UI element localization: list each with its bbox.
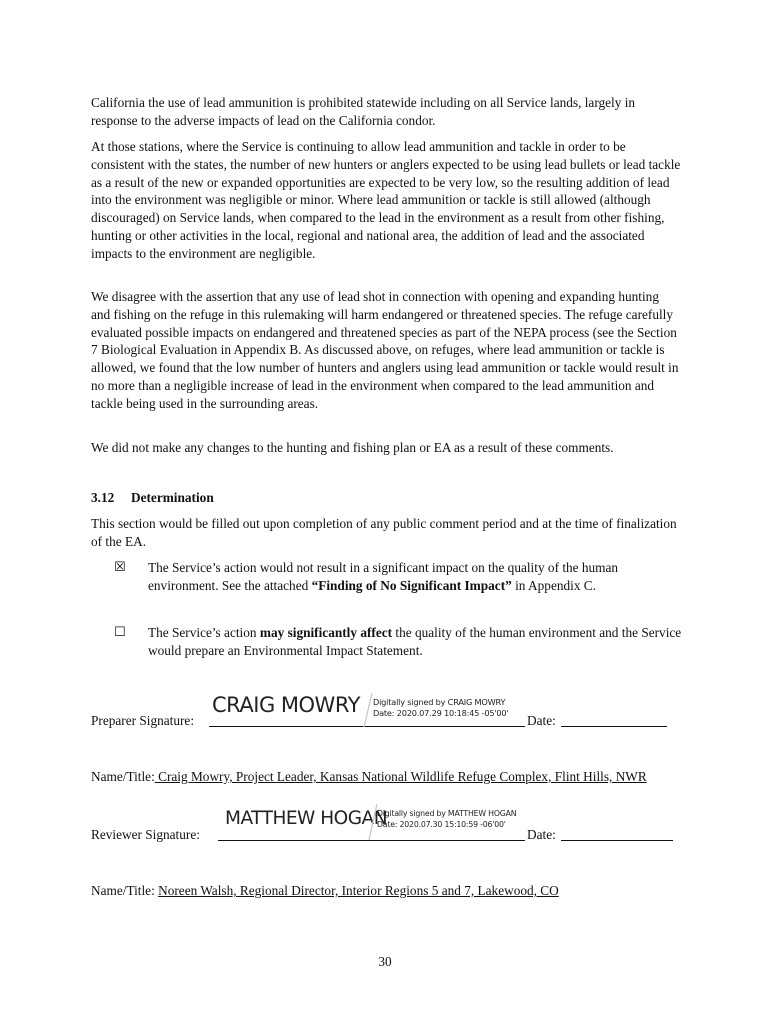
section-heading xyxy=(91,489,214,507)
preparer-name-title xyxy=(91,768,647,786)
reviewer-name-title-label: Name/Title: xyxy=(91,883,155,898)
section-number: 3.12 xyxy=(91,490,115,505)
section-title: Determination xyxy=(131,490,214,505)
reviewer-name-title-value: Noreen Walsh, Regional Director, Interior Regions 5 and 7, Lakewood, CO xyxy=(158,883,559,898)
preparer-signature-label: Preparer Signature: xyxy=(91,713,195,729)
reviewer-signature-row xyxy=(91,808,691,844)
reviewer-date-label: Date: xyxy=(527,827,556,843)
paragraph-stations: At those stations, where the Service is continuing to allow lead ammunition and tackle in order to be consistent with the states, the number of new hunters or anglers expected to be using lead bullets or lead tackle as a result of the new or expanded opportunities are expected to be very low, so the resulting addition of lead into the environment was negligible or minor. Where lead ammunition or tackle is still allowed (although discouraged) on Service lands, when compared to the lead in the environment as a result from other fishing, hunting or other activities in the local, regional and national area, the addition of lead and the associated impacts to the environment are negligible. xyxy=(91,139,681,261)
page-number: 30 xyxy=(378,954,392,969)
reviewer-signature-name: MATTHEW HOGAN xyxy=(225,808,388,829)
preparer-digital-signature-line1: Digitally signed by CRAIG MOWRY xyxy=(373,697,506,707)
unchecked-box-icon[interactable]: ☐ xyxy=(114,625,126,640)
paragraph-no-changes: We did not make any changes to the hunting and fishing plan or EA as a result of these comments. xyxy=(91,440,614,455)
reviewer-digital-signature-line1: Digitally signed by MATTHEW HOGAN xyxy=(377,809,517,818)
preparer-name-title-value: Craig Mowry, Project Leader, Kansas National Wildlife Refuge Complex, Flint Hills, NWR xyxy=(154,769,647,784)
preparer-digital-signature-line2: Date: 2020.07.29 10:18:45 -05'00' xyxy=(373,708,509,718)
preparer-name-title-label: Name/Title: xyxy=(91,769,155,784)
preparer-signature-row xyxy=(91,693,691,730)
paragraph-disagree: We disagree with the assertion that any use of lead shot in connection with opening and expanding hunting and fishing on the refuge in this rulemaking will harm endangered or threatened species. The refuge carefully evaluated possible impacts on endangered and threatened species as part of the NEPA process (see the Section 7 Biological Evaluation in Appendix B. As discussed above, on refuges, where lead ammunition or tackle is allowed, we found that the low number of hunters and anglers using lead ammunition or tackle would result in no more than a negligible increase of lead in the environment when compared to the lead ammunition and tackle being used in the surrounding areas. xyxy=(91,289,679,411)
reviewer-date-line xyxy=(561,840,673,841)
section-intro: This section would be filled out upon completion of any public comment period and at the time of finalization of the EA. xyxy=(91,516,677,549)
reviewer-name-title xyxy=(91,882,559,900)
preparer-date-line xyxy=(561,726,667,727)
preparer-signature-name: CRAIG MOWRY xyxy=(212,693,360,717)
checked-box-icon[interactable]: ☒ xyxy=(114,560,126,575)
reviewer-digital-signature-line2: Date: 2020.07.30 15:10:59 -06'00' xyxy=(377,820,506,829)
option-text: The Service’s action may significantly affect the quality of the human environment and the Service would prepare an Environmental Impact Statement. xyxy=(148,625,682,658)
reviewer-signature-label: Reviewer Signature: xyxy=(91,827,200,843)
preparer-date-label: Date: xyxy=(527,713,556,729)
paragraph-california: California the use of lead ammunition is prohibited statewide including on all Service lands, largely in response to the adverse impacts of lead on the California condor. xyxy=(91,95,636,128)
option-text: The Service’s action would not result in a significant impact on the quality of the human environment. See the attached “Finding of No Significant Impact” in Appendix C. xyxy=(148,560,619,593)
